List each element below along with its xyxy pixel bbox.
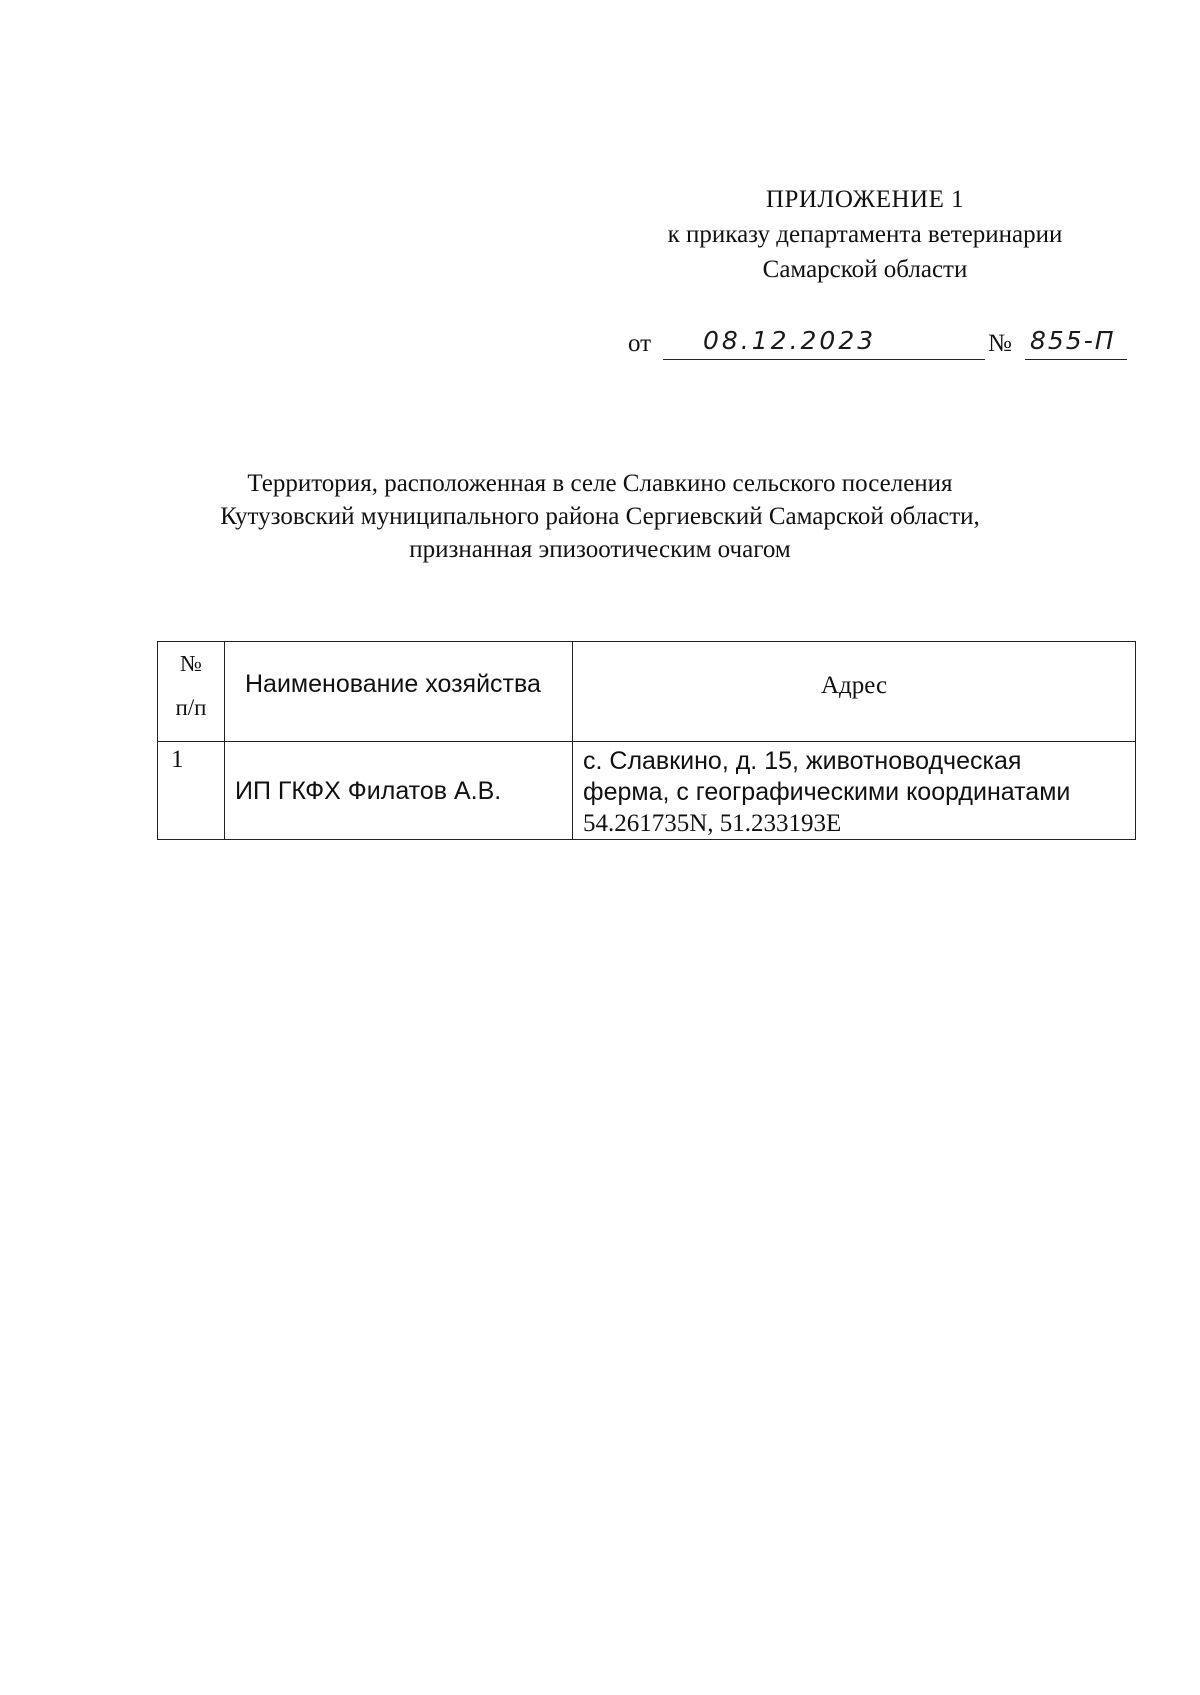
heading-line-1: Территория, расположенная в селе Славкино сельского поселения (247, 470, 953, 497)
table-header-row (158, 642, 1136, 742)
order-number: 855-П (1030, 326, 1116, 355)
order-number-label: № (988, 330, 1012, 357)
heading-line-3: признанная эпизоотическим очагом (409, 536, 791, 563)
address-line-1: с. Славкино, д. 15, животноводческая (583, 747, 1022, 775)
heading-line-2: Кутузовский муниципального района Сергиевский Самарской области, (220, 503, 980, 530)
row-name-cell: ИП ГКФХ Филатов А.В. (225, 742, 573, 840)
appendix-block (600, 182, 1130, 287)
appendix-line-2: Самарской области (762, 256, 968, 283)
order-date-number-line (628, 326, 1133, 366)
table-row (158, 742, 1136, 840)
appendix-line-1: к приказу департамента ветеринарии (667, 221, 1063, 248)
order-date: 08.12.2023 (703, 326, 877, 355)
document-heading (120, 467, 1080, 566)
header-num-cell (158, 642, 225, 742)
farms-table (157, 641, 1136, 840)
address-coordinates: 54.261735N, 51.233193E (583, 810, 842, 837)
order-from-label: от (628, 330, 652, 357)
farms-table-wrapper (157, 641, 1135, 840)
appendix-title: ПРИЛОЖЕНИЕ 1 (765, 186, 965, 213)
header-num-symbol: № (180, 651, 202, 676)
header-address-cell: Адрес (573, 642, 1136, 742)
order-date-field (663, 326, 985, 360)
order-number-field (1025, 326, 1127, 360)
row-num-cell: 1 (158, 742, 225, 840)
address-line-2: ферма, с географическими координатами (583, 778, 1071, 806)
row-address-cell (573, 742, 1136, 840)
header-num-pp: п/п (175, 695, 207, 720)
header-name-cell: Наименование хозяйства (225, 642, 573, 742)
